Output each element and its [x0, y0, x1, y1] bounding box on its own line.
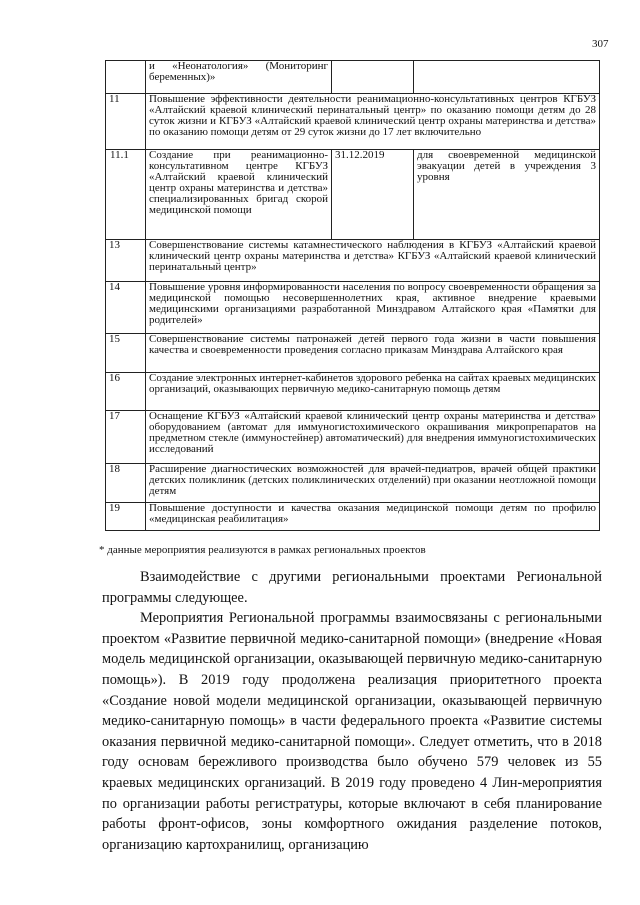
row-number: 19 [106, 503, 146, 531]
row-text: Совершенствование системы патронажей детей первого года жизни в части повышения качества и своевременности проведения согласно приказам Минздрава Алтайского края [146, 334, 600, 373]
table-row [106, 373, 600, 411]
paragraph: Взаимодействие с другими региональными проектами Региональной программы следующее. [102, 569, 602, 606]
row-text: Создание при реанимационно-консультативном центре КГБУЗ «Алтайский краевой клинический центр охраны материнства и детства» специализированных бригад скорой медицинской помощи [146, 150, 332, 240]
row-number: 16 [106, 373, 146, 411]
row-text: Повышение уровня информированности населения по вопросу своевременности обращения за медицинской помощью несовершеннолетних края, активное внедрение краевыми медицинскими организациями разработанной Минздравом Алтайского края «Памятки для родителей» [146, 282, 600, 334]
page-number: 307 [592, 38, 609, 50]
table-row [106, 61, 600, 94]
row-text: и «Неонатология» (Мониторинг беременных)» [146, 61, 332, 94]
row-number: 13 [106, 240, 146, 282]
row-text: Повышение доступности и качества оказания медицинской помощи детям по профилю «медицинская реабилитация» [146, 503, 600, 531]
table-row [106, 464, 600, 503]
row-number: 17 [106, 411, 146, 464]
table-row [106, 411, 600, 464]
row-text: Совершенствование системы катамнестического наблюдения в КГБУЗ «Алтайский краевой клинический центр охраны материнства и детства» КГБУЗ «Алтайский краевой клинический перинатальный центр» [146, 240, 600, 282]
table-row [106, 503, 600, 531]
table-row [106, 94, 600, 150]
table-row [106, 240, 600, 282]
row-text: Создание электронных интернет-кабинетов здорового ребенка на сайтах краевых медицинских организаций, оказывающих первичную медико-санитарную помощь детям [146, 373, 600, 411]
paragraph: Мероприятия Региональной программы взаимосвязаны с региональными проектом «Развитие первичной медико-санитарной помощи» (внедрение «Новая модель медицинской организации, оказывающей первичную медико-санитарную помощь»). В 2019 году продолжена реализация приоритетного проекта «Создание новой модели медицинской организации, оказывающей первичную медико-санитарную помощь» в части федерального проекта «Развитие системы оказания первичной медико-санитарной помощи». Следует отметить, что в 2018 году основам бережливого производства было обучено 579 человек из 55 краевых медицинских организаций. В 2019 году проведено 4 Лин-мероприятия по организации работы регистратуры, которые включают в себя планирование работы фронт-офисов, зоны комфортного ожидания разделение потоков, организацию картохранилищ, организацию [102, 610, 602, 853]
row-text: Оснащение КГБУЗ «Алтайский краевой клинический центр охраны материнства и детства» оборудованием (автомат для иммуногистохимического окрашивания микропрепаратов на предметном стекле (иммуностейнер) автоматический) для внедрения иммуногистохимических исследований [146, 411, 600, 464]
row-number: 11 [106, 94, 146, 150]
measures-table [105, 60, 600, 531]
row-text: Повышение эффективности деятельности реанимационно-консультативных центров КГБУЗ «Алтайский краевой клинический перинатальный центр» по оказанию помощи детям до 28 суток жизни и КГБУЗ «Алтайский краевой клинический центр охраны материнства и детства» по оказанию помощи детям от 29 суток жизни до 17 лет включительно [146, 94, 600, 150]
row-note: для своевременной медицинской эвакуации детей в учреждения 3 уровня [414, 150, 600, 240]
row-number: 15 [106, 334, 146, 373]
row-number [106, 61, 146, 94]
row-text: Расширение диагностических возможностей для врачей-педиатров, врачей общей практики детских поликлиник (детских поликлинических отделений) при оказании неотложной помощи детям [146, 464, 600, 503]
table-footnote: * данные мероприятия реализуются в рамках региональных проектов [99, 544, 426, 556]
row-note [414, 61, 600, 94]
row-number: 11.1 [106, 150, 146, 240]
row-number: 14 [106, 282, 146, 334]
body-text [102, 567, 602, 855]
row-date [332, 61, 414, 94]
table-row [106, 150, 600, 240]
table-row [106, 334, 600, 373]
row-date: 31.12.2019 [332, 150, 414, 240]
row-number: 18 [106, 464, 146, 503]
table-row [106, 282, 600, 334]
